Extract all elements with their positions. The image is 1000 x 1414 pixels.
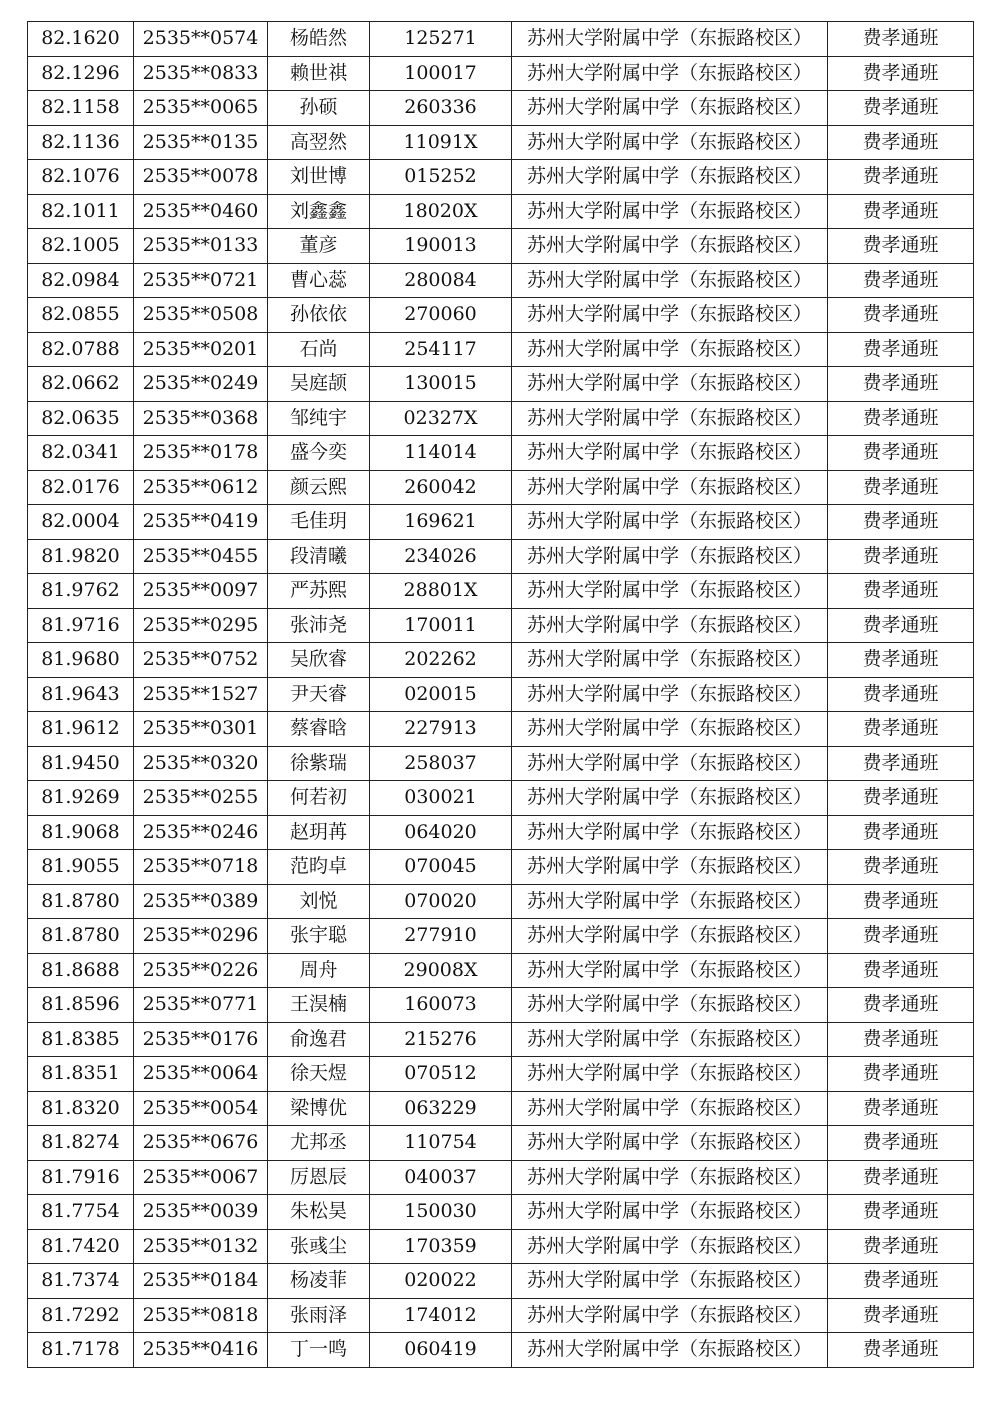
class-cell: 费孝通班 [828, 367, 974, 402]
score-cell: 82.0662 [28, 367, 134, 402]
id-suffix-cell: 030021 [370, 781, 512, 816]
student-name-cell: 范昀卓 [268, 850, 370, 885]
score-cell: 82.1296 [28, 56, 134, 91]
class-cell: 费孝通班 [828, 677, 974, 712]
exam-number-cell: 2535**0612 [134, 470, 268, 505]
table-row [28, 850, 974, 885]
id-suffix-cell: 258037 [370, 746, 512, 781]
table-row [28, 608, 974, 643]
exam-number-cell: 2535**0201 [134, 332, 268, 367]
id-suffix-cell: 234026 [370, 539, 512, 574]
id-suffix-cell: 202262 [370, 643, 512, 678]
student-name-cell: 刘鑫鑫 [268, 194, 370, 229]
student-name-cell: 徐紫瑞 [268, 746, 370, 781]
exam-number-cell: 2535**0771 [134, 988, 268, 1023]
score-cell: 81.9716 [28, 608, 134, 643]
score-cell: 82.0176 [28, 470, 134, 505]
school-cell: 苏州大学附属中学（东振路校区） [512, 1195, 828, 1230]
class-cell: 费孝通班 [828, 22, 974, 57]
student-name-cell: 赵玥苒 [268, 815, 370, 850]
id-suffix-cell: 277910 [370, 919, 512, 954]
id-suffix-cell: 260336 [370, 91, 512, 126]
school-cell: 苏州大学附属中学（东振路校区） [512, 1333, 828, 1368]
score-cell: 81.7178 [28, 1333, 134, 1368]
school-cell: 苏州大学附属中学（东振路校区） [512, 712, 828, 747]
exam-number-cell: 2535**0721 [134, 263, 268, 298]
id-suffix-cell: 070045 [370, 850, 512, 885]
score-cell: 81.7916 [28, 1160, 134, 1195]
table-row [28, 505, 974, 540]
school-cell: 苏州大学附属中学（东振路校区） [512, 91, 828, 126]
school-cell: 苏州大学附属中学（东振路校区） [512, 1057, 828, 1092]
class-cell: 费孝通班 [828, 56, 974, 91]
class-cell: 费孝通班 [828, 332, 974, 367]
exam-number-cell: 2535**0833 [134, 56, 268, 91]
class-cell: 费孝通班 [828, 263, 974, 298]
school-cell: 苏州大学附属中学（东振路校区） [512, 1126, 828, 1161]
school-cell: 苏州大学附属中学（东振路校区） [512, 436, 828, 471]
student-name-cell: 蔡睿晗 [268, 712, 370, 747]
score-cell: 81.8596 [28, 988, 134, 1023]
id-suffix-cell: 160073 [370, 988, 512, 1023]
exam-number-cell: 2535**0039 [134, 1195, 268, 1230]
student-name-cell: 曹心蕊 [268, 263, 370, 298]
score-cell: 81.9643 [28, 677, 134, 712]
class-cell: 费孝通班 [828, 1229, 974, 1264]
student-name-cell: 段清曦 [268, 539, 370, 574]
id-suffix-cell: 270060 [370, 298, 512, 333]
table-row [28, 539, 974, 574]
exam-number-cell: 2535**0295 [134, 608, 268, 643]
student-name-cell: 盛今奕 [268, 436, 370, 471]
school-cell: 苏州大学附属中学（东振路校区） [512, 608, 828, 643]
class-cell: 费孝通班 [828, 850, 974, 885]
id-suffix-cell: 063229 [370, 1091, 512, 1126]
score-cell: 82.1005 [28, 229, 134, 264]
id-suffix-cell: 18020X [370, 194, 512, 229]
table-row [28, 746, 974, 781]
table-row [28, 470, 974, 505]
class-cell: 费孝通班 [828, 781, 974, 816]
score-cell: 81.9612 [28, 712, 134, 747]
admission-roster-table [27, 21, 974, 1368]
id-suffix-cell: 280084 [370, 263, 512, 298]
id-suffix-cell: 150030 [370, 1195, 512, 1230]
student-name-cell: 吴欣睿 [268, 643, 370, 678]
table-row [28, 401, 974, 436]
class-cell: 费孝通班 [828, 539, 974, 574]
class-cell: 费孝通班 [828, 125, 974, 160]
student-name-cell: 徐天煜 [268, 1057, 370, 1092]
id-suffix-cell: 100017 [370, 56, 512, 91]
table-row [28, 1333, 974, 1368]
id-suffix-cell: 227913 [370, 712, 512, 747]
id-suffix-cell: 190013 [370, 229, 512, 264]
id-suffix-cell: 170359 [370, 1229, 512, 1264]
exam-number-cell: 2535**0460 [134, 194, 268, 229]
class-cell: 费孝通班 [828, 1333, 974, 1368]
student-name-cell: 梁博优 [268, 1091, 370, 1126]
id-suffix-cell: 015252 [370, 160, 512, 195]
table-row [28, 229, 974, 264]
id-suffix-cell: 11091X [370, 125, 512, 160]
exam-number-cell: 2535**0389 [134, 884, 268, 919]
student-name-cell: 吴庭颉 [268, 367, 370, 402]
table-row [28, 56, 974, 91]
id-suffix-cell: 254117 [370, 332, 512, 367]
student-name-cell: 张沛尧 [268, 608, 370, 643]
table-row [28, 1022, 974, 1057]
school-cell: 苏州大学附属中学（东振路校区） [512, 470, 828, 505]
id-suffix-cell: 174012 [370, 1298, 512, 1333]
school-cell: 苏州大学附属中学（东振路校区） [512, 298, 828, 333]
table-row [28, 298, 974, 333]
class-cell: 费孝通班 [828, 160, 974, 195]
student-name-cell: 石尚 [268, 332, 370, 367]
school-cell: 苏州大学附属中学（东振路校区） [512, 815, 828, 850]
score-cell: 81.9068 [28, 815, 134, 850]
exam-number-cell: 2535**0301 [134, 712, 268, 747]
score-cell: 81.9269 [28, 781, 134, 816]
student-name-cell: 颜云熙 [268, 470, 370, 505]
table-row [28, 1057, 974, 1092]
student-name-cell: 高翌然 [268, 125, 370, 160]
class-cell: 费孝通班 [828, 194, 974, 229]
class-cell: 费孝通班 [828, 91, 974, 126]
school-cell: 苏州大学附属中学（东振路校区） [512, 884, 828, 919]
school-cell: 苏州大学附属中学（东振路校区） [512, 643, 828, 678]
class-cell: 费孝通班 [828, 919, 974, 954]
class-cell: 费孝通班 [828, 884, 974, 919]
id-suffix-cell: 020022 [370, 1264, 512, 1299]
school-cell: 苏州大学附属中学（东振路校区） [512, 1229, 828, 1264]
score-cell: 81.7374 [28, 1264, 134, 1299]
school-cell: 苏州大学附属中学（东振路校区） [512, 574, 828, 609]
table-row [28, 988, 974, 1023]
exam-number-cell: 2535**0416 [134, 1333, 268, 1368]
student-name-cell: 严苏熙 [268, 574, 370, 609]
table-row [28, 1264, 974, 1299]
id-suffix-cell: 170011 [370, 608, 512, 643]
score-cell: 82.0855 [28, 298, 134, 333]
school-cell: 苏州大学附属中学（东振路校区） [512, 263, 828, 298]
school-cell: 苏州大学附属中学（东振路校区） [512, 1022, 828, 1057]
exam-number-cell: 2535**0067 [134, 1160, 268, 1195]
class-cell: 费孝通班 [828, 229, 974, 264]
class-cell: 费孝通班 [828, 1298, 974, 1333]
score-cell: 81.8780 [28, 919, 134, 954]
table-row [28, 1160, 974, 1195]
score-cell: 82.1158 [28, 91, 134, 126]
school-cell: 苏州大学附属中学（东振路校区） [512, 919, 828, 954]
student-name-cell: 毛佳玥 [268, 505, 370, 540]
exam-number-cell: 2535**0064 [134, 1057, 268, 1092]
table-row [28, 643, 974, 678]
id-suffix-cell: 060419 [370, 1333, 512, 1368]
table-row [28, 781, 974, 816]
exam-number-cell: 2535**0097 [134, 574, 268, 609]
score-cell: 81.9055 [28, 850, 134, 885]
score-cell: 82.1076 [28, 160, 134, 195]
exam-number-cell: 2535**0818 [134, 1298, 268, 1333]
student-name-cell: 丁一鸣 [268, 1333, 370, 1368]
student-name-cell: 俞逸君 [268, 1022, 370, 1057]
id-suffix-cell: 020015 [370, 677, 512, 712]
id-suffix-cell: 064020 [370, 815, 512, 850]
exam-number-cell: 2535**0508 [134, 298, 268, 333]
id-suffix-cell: 110754 [370, 1126, 512, 1161]
table-row [28, 712, 974, 747]
school-cell: 苏州大学附属中学（东振路校区） [512, 229, 828, 264]
table-row [28, 1126, 974, 1161]
exam-number-cell: 2535**0320 [134, 746, 268, 781]
school-cell: 苏州大学附属中学（东振路校区） [512, 1298, 828, 1333]
school-cell: 苏州大学附属中学（东振路校区） [512, 1160, 828, 1195]
score-cell: 81.8385 [28, 1022, 134, 1057]
school-cell: 苏州大学附属中学（东振路校区） [512, 1264, 828, 1299]
document-page [27, 21, 974, 1368]
id-suffix-cell: 040037 [370, 1160, 512, 1195]
score-cell: 82.1136 [28, 125, 134, 160]
table-row [28, 91, 974, 126]
table-row [28, 194, 974, 229]
class-cell: 费孝通班 [828, 815, 974, 850]
class-cell: 费孝通班 [828, 746, 974, 781]
table-row [28, 22, 974, 57]
score-cell: 81.9820 [28, 539, 134, 574]
table-row [28, 332, 974, 367]
exam-number-cell: 2535**0752 [134, 643, 268, 678]
table-row [28, 436, 974, 471]
student-name-cell: 孙依依 [268, 298, 370, 333]
table-row [28, 884, 974, 919]
student-name-cell: 朱松昊 [268, 1195, 370, 1230]
student-name-cell: 杨皓然 [268, 22, 370, 57]
score-cell: 82.1011 [28, 194, 134, 229]
school-cell: 苏州大学附属中学（东振路校区） [512, 781, 828, 816]
exam-number-cell: 2535**1527 [134, 677, 268, 712]
score-cell: 81.8688 [28, 953, 134, 988]
exam-number-cell: 2535**0419 [134, 505, 268, 540]
class-cell: 费孝通班 [828, 1057, 974, 1092]
school-cell: 苏州大学附属中学（东振路校区） [512, 125, 828, 160]
school-cell: 苏州大学附属中学（东振路校区） [512, 850, 828, 885]
score-cell: 81.8351 [28, 1057, 134, 1092]
school-cell: 苏州大学附属中学（东振路校区） [512, 160, 828, 195]
school-cell: 苏州大学附属中学（东振路校区） [512, 22, 828, 57]
table-row [28, 677, 974, 712]
score-cell: 82.0984 [28, 263, 134, 298]
student-name-cell: 孙硕 [268, 91, 370, 126]
exam-number-cell: 2535**0255 [134, 781, 268, 816]
student-name-cell: 杨凌菲 [268, 1264, 370, 1299]
table-row [28, 953, 974, 988]
score-cell: 82.0635 [28, 401, 134, 436]
score-cell: 81.7292 [28, 1298, 134, 1333]
score-cell: 81.8274 [28, 1126, 134, 1161]
class-cell: 费孝通班 [828, 470, 974, 505]
table-row [28, 1091, 974, 1126]
student-name-cell: 张雨泽 [268, 1298, 370, 1333]
exam-number-cell: 2535**0455 [134, 539, 268, 574]
exam-number-cell: 2535**0718 [134, 850, 268, 885]
student-name-cell: 王淏楠 [268, 988, 370, 1023]
class-cell: 费孝通班 [828, 1160, 974, 1195]
table-row [28, 574, 974, 609]
exam-number-cell: 2535**0065 [134, 91, 268, 126]
score-cell: 81.9762 [28, 574, 134, 609]
student-name-cell: 周舟 [268, 953, 370, 988]
table-row [28, 367, 974, 402]
exam-number-cell: 2535**0296 [134, 919, 268, 954]
table-row [28, 919, 974, 954]
score-cell: 82.0004 [28, 505, 134, 540]
exam-number-cell: 2535**0133 [134, 229, 268, 264]
score-cell: 81.9680 [28, 643, 134, 678]
school-cell: 苏州大学附属中学（东振路校区） [512, 988, 828, 1023]
exam-number-cell: 2535**0176 [134, 1022, 268, 1057]
school-cell: 苏州大学附属中学（东振路校区） [512, 505, 828, 540]
exam-number-cell: 2535**0178 [134, 436, 268, 471]
student-name-cell: 尹天睿 [268, 677, 370, 712]
class-cell: 费孝通班 [828, 1264, 974, 1299]
school-cell: 苏州大学附属中学（东振路校区） [512, 677, 828, 712]
class-cell: 费孝通班 [828, 988, 974, 1023]
exam-number-cell: 2535**0184 [134, 1264, 268, 1299]
school-cell: 苏州大学附属中学（东振路校区） [512, 539, 828, 574]
student-name-cell: 张彧尘 [268, 1229, 370, 1264]
school-cell: 苏州大学附属中学（东振路校区） [512, 194, 828, 229]
class-cell: 费孝通班 [828, 574, 974, 609]
id-suffix-cell: 02327X [370, 401, 512, 436]
student-name-cell: 邹纯宇 [268, 401, 370, 436]
exam-number-cell: 2535**0054 [134, 1091, 268, 1126]
school-cell: 苏州大学附属中学（东振路校区） [512, 746, 828, 781]
score-cell: 81.9450 [28, 746, 134, 781]
exam-number-cell: 2535**0574 [134, 22, 268, 57]
class-cell: 费孝通班 [828, 505, 974, 540]
class-cell: 费孝通班 [828, 1195, 974, 1230]
class-cell: 费孝通班 [828, 1126, 974, 1161]
student-name-cell: 何若初 [268, 781, 370, 816]
exam-number-cell: 2535**0249 [134, 367, 268, 402]
school-cell: 苏州大学附属中学（东振路校区） [512, 332, 828, 367]
class-cell: 费孝通班 [828, 401, 974, 436]
score-cell: 81.7754 [28, 1195, 134, 1230]
table-row [28, 160, 974, 195]
student-name-cell: 厉恩辰 [268, 1160, 370, 1195]
score-cell: 81.8780 [28, 884, 134, 919]
school-cell: 苏州大学附属中学（东振路校区） [512, 1091, 828, 1126]
roster-body [28, 22, 974, 1368]
school-cell: 苏州大学附属中学（东振路校区） [512, 953, 828, 988]
class-cell: 费孝通班 [828, 608, 974, 643]
id-suffix-cell: 260042 [370, 470, 512, 505]
class-cell: 费孝通班 [828, 298, 974, 333]
id-suffix-cell: 070512 [370, 1057, 512, 1092]
exam-number-cell: 2535**0078 [134, 160, 268, 195]
class-cell: 费孝通班 [828, 953, 974, 988]
score-cell: 82.0341 [28, 436, 134, 471]
student-name-cell: 董彦 [268, 229, 370, 264]
school-cell: 苏州大学附属中学（东振路校区） [512, 367, 828, 402]
id-suffix-cell: 125271 [370, 22, 512, 57]
table-row [28, 815, 974, 850]
table-row [28, 125, 974, 160]
class-cell: 费孝通班 [828, 1091, 974, 1126]
id-suffix-cell: 28801X [370, 574, 512, 609]
id-suffix-cell: 169621 [370, 505, 512, 540]
table-row [28, 1229, 974, 1264]
id-suffix-cell: 29008X [370, 953, 512, 988]
student-name-cell: 刘悦 [268, 884, 370, 919]
exam-number-cell: 2535**0226 [134, 953, 268, 988]
id-suffix-cell: 070020 [370, 884, 512, 919]
exam-number-cell: 2535**0135 [134, 125, 268, 160]
exam-number-cell: 2535**0676 [134, 1126, 268, 1161]
exam-number-cell: 2535**0246 [134, 815, 268, 850]
school-cell: 苏州大学附属中学（东振路校区） [512, 56, 828, 91]
table-row [28, 1195, 974, 1230]
class-cell: 费孝通班 [828, 712, 974, 747]
student-name-cell: 刘世博 [268, 160, 370, 195]
class-cell: 费孝通班 [828, 1022, 974, 1057]
exam-number-cell: 2535**0132 [134, 1229, 268, 1264]
score-cell: 82.0788 [28, 332, 134, 367]
table-row [28, 263, 974, 298]
school-cell: 苏州大学附属中学（东振路校区） [512, 401, 828, 436]
class-cell: 费孝通班 [828, 643, 974, 678]
student-name-cell: 赖世祺 [268, 56, 370, 91]
id-suffix-cell: 114014 [370, 436, 512, 471]
table-row [28, 1298, 974, 1333]
score-cell: 82.1620 [28, 22, 134, 57]
student-name-cell: 张宇聪 [268, 919, 370, 954]
id-suffix-cell: 215276 [370, 1022, 512, 1057]
exam-number-cell: 2535**0368 [134, 401, 268, 436]
id-suffix-cell: 130015 [370, 367, 512, 402]
student-name-cell: 尤邦丞 [268, 1126, 370, 1161]
class-cell: 费孝通班 [828, 436, 974, 471]
score-cell: 81.8320 [28, 1091, 134, 1126]
score-cell: 81.7420 [28, 1229, 134, 1264]
